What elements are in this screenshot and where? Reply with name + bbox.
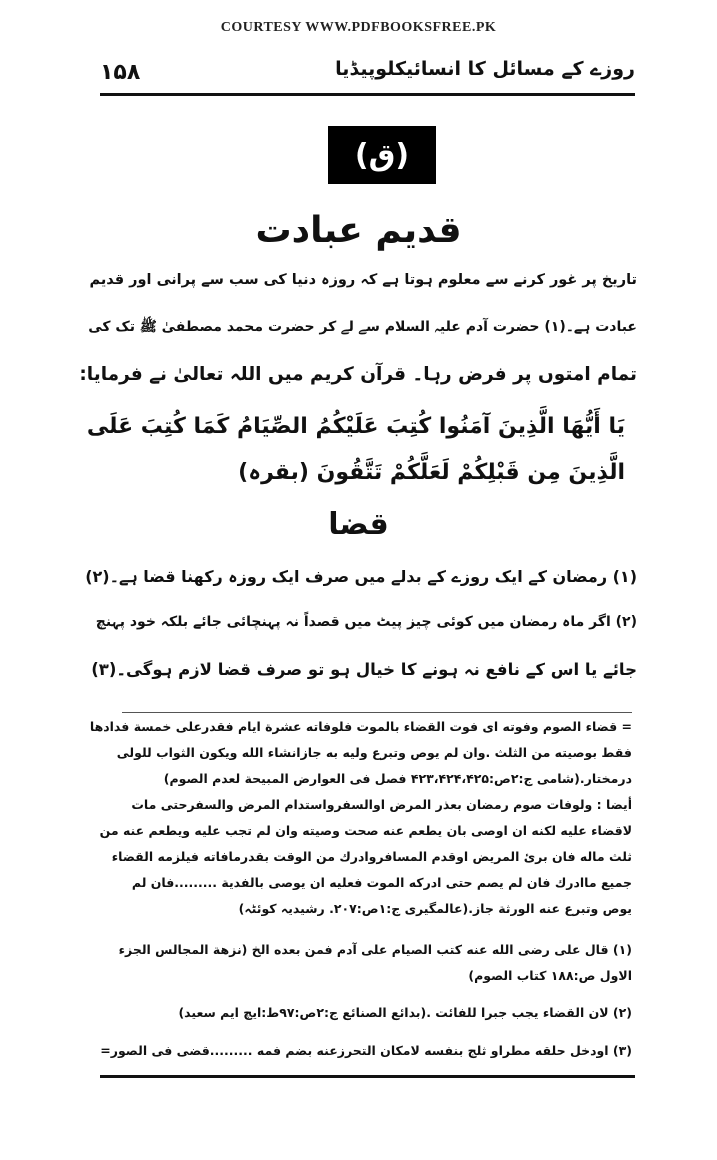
quran-verse-line: يَا أَيُّهَا الَّذِينَ آمَنُوا كُتِبَ عَلَيْكُمُ الصِّيَامُ كَمَا كُتِبَ عَلَى bbox=[86, 414, 625, 439]
heading-qaza: قضا bbox=[328, 507, 389, 542]
footnote-separator bbox=[122, 712, 632, 713]
footnote-line: يوص وتبرع عنه الورثة جاز.(عالمگیری ج:۱ص:۲۰۷. رشیدیہ کوئٹہ) bbox=[238, 901, 632, 916]
ruling-item: جائے یا اس کے نافع نہ ہونے کا خیال ہو تو صرف قضا لازم ہوگی۔(۳) bbox=[91, 660, 637, 679]
paragraph-line: تاریخ پر غور کرنے سے معلوم ہوتا ہے کہ روزہ دنیا کی سب سے پرانی اور قدیم bbox=[89, 272, 637, 288]
paragraph-line: عبادت ہے۔(۱) حضرت آدم علیہ السلام سے لے کر حضرت محمد مصطفیٰ ﷺ تک کی bbox=[88, 319, 637, 335]
footnote-line: (۲) لان القضاء يجب جبرا للفائت .(بدائع الصنائع ج:۲ص:۹۷ط:ایچ ایم سعید) bbox=[178, 1005, 632, 1020]
footer-rule bbox=[100, 1075, 635, 1078]
footnote-line: ثلث ماله فان برئ المريض اوقدم المسافروادرك من الوقت بقدرمافاته فيلزمه القضاء bbox=[111, 849, 632, 864]
running-title: روزے کے مسائل کا انسائیکلوپیڈیا bbox=[335, 58, 635, 80]
ruling-item: (۲) اگر ماہ رمضان میں کوئی چیز پیٹ میں قصداً نہ پہنچائی جائے بلکہ خود پہنچ bbox=[95, 614, 637, 630]
header-rule bbox=[100, 93, 635, 96]
page-number: ۱۵۸ bbox=[100, 60, 141, 85]
footnote-line: (۱) قال على رضى الله عنه كتب الصيام على آدم فمن بعده الخ (نزهة المجالس الجزء bbox=[118, 942, 632, 957]
footnote-line: = قضاء الصوم وفوته اى فوت القضاء بالموت فلوفاته عشرة ايام فقدرعلى خمسة فدادها bbox=[89, 719, 632, 734]
footnote-line: الاول ص:۱۸۸ كتاب الصوم) bbox=[468, 968, 632, 983]
footnote-line: درمختار.(شامى ج:۲ص:۴۲۳،۴۲۴،۴۲۵ فصل فى العوارض المبيحة لعدم الصوم) bbox=[163, 771, 632, 786]
paragraph-line: تمام امتوں پر فرض رہا۔ قرآن کریم میں اللہ تعالیٰ نے فرمایا: bbox=[79, 364, 637, 385]
ruling-item: (۱) رمضان کے ایک روزے کے بدلے میں صرف ایک روزہ رکھنا قضا ہے۔(۲) bbox=[85, 567, 637, 586]
quran-verse-line: الَّذِينَ مِن قَبْلِكُمْ لَعَلَّكُمْ تَتَّقُونَ (بقرہ) bbox=[238, 460, 625, 485]
courtesy-watermark: COURTESY WWW.PDFBOOKSFREE.PK bbox=[220, 20, 497, 35]
footnote-line: لاقضاء عليه لكنه ان اوصى بان يطعم عنه صحت وصيته وان لم تجب عليه ويطعم عنه من bbox=[99, 823, 632, 838]
footnote-line: أيضا : ولوفات صوم رمضان بعذر المرض اوالسفرواستدام المرض والسفرحتى مات bbox=[131, 797, 632, 812]
footnote-line: (۳) اودخل حلقه مطراو ثلج بنفسه لامكان التحرزعنه بضم فمه .........قضى فى الصور= bbox=[100, 1043, 632, 1058]
section-letter-box: (ق) bbox=[328, 126, 436, 184]
heading-qadeem-ibadat: قدیم عبادت bbox=[255, 210, 462, 251]
page-header bbox=[100, 58, 635, 98]
footnote-line: فقط بوصيته من الثلث .وان لم يوص وتبرع وليه به جازانشاء الله ويكون الثواب للولى bbox=[116, 745, 632, 760]
footnote-line: جميع ماادرك فان لم يصم حتى ادركه الموت فعليه ان يوصى بالفدية .........فان لم bbox=[131, 875, 632, 890]
